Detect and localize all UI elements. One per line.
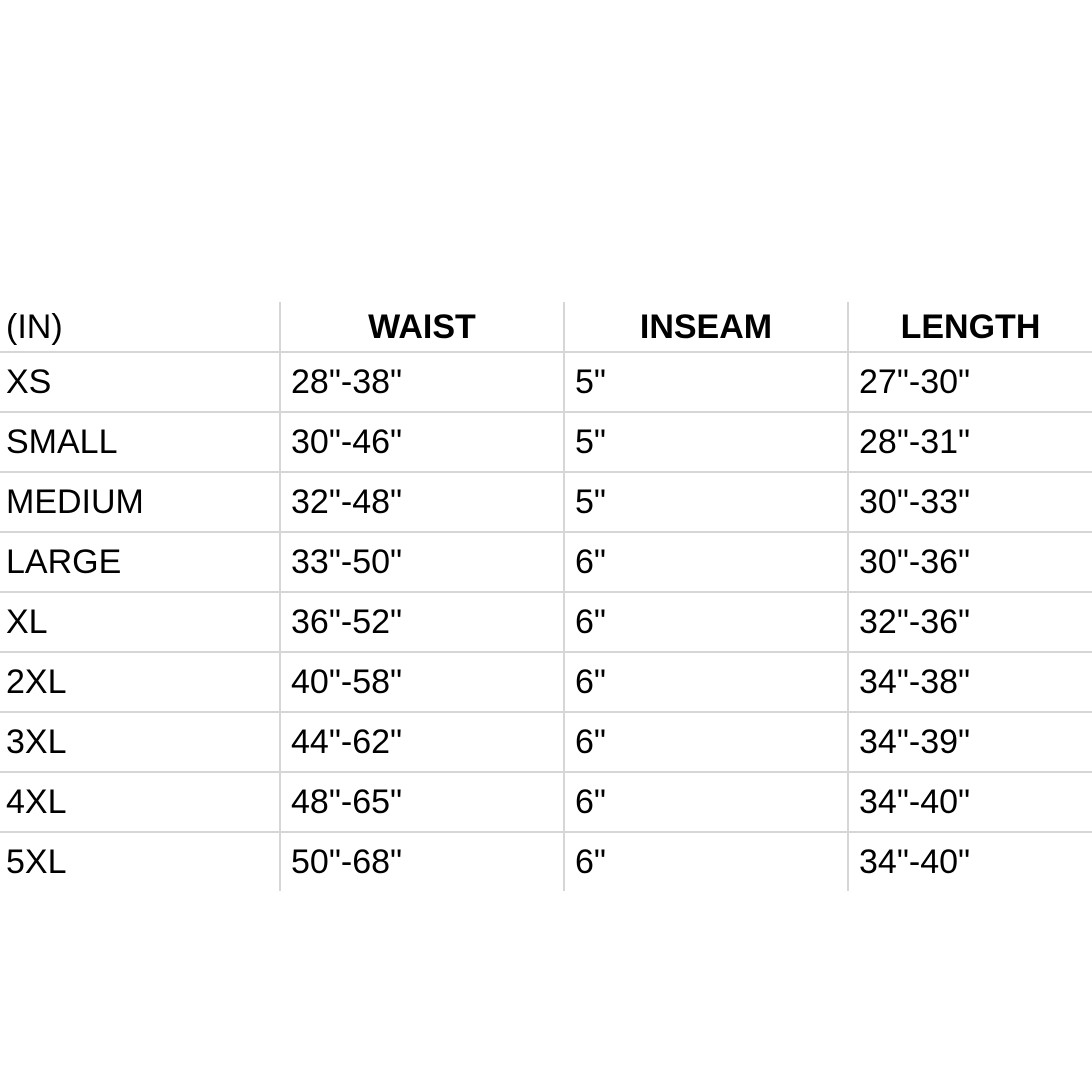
size-cell: SMALL [0, 412, 280, 472]
waist-cell: 28"-38" [280, 352, 564, 412]
inseam-cell: 6" [564, 592, 848, 652]
table-row [0, 592, 1092, 652]
size-cell: 4XL [0, 772, 280, 832]
inseam-cell: 5" [564, 352, 848, 412]
header-row [0, 302, 1092, 352]
table-row [0, 652, 1092, 712]
inseam-cell: 5" [564, 472, 848, 532]
size-cell: LARGE [0, 532, 280, 592]
unit-label: (IN) [0, 302, 280, 352]
length-cell: 34"-38" [848, 652, 1092, 712]
waist-cell: 48"-65" [280, 772, 564, 832]
length-cell: 34"-40" [859, 843, 971, 881]
size-cell: XS [0, 352, 280, 412]
inseam-cell: 5" [564, 412, 848, 472]
waist-cell: 40"-58" [280, 652, 564, 712]
table-row [0, 772, 1092, 832]
inseam-cell: 6" [564, 772, 848, 832]
length-cell: 34"-39" [848, 712, 1092, 772]
waist-cell: 30"-46" [280, 412, 564, 472]
length-cell: 34"-40" [848, 772, 1092, 832]
size-cell: 3XL [0, 712, 280, 772]
size-chart-table [0, 302, 1092, 891]
length-cell: 28"-31" [848, 412, 1092, 472]
inseam-cell: 6" [564, 832, 848, 891]
waist-cell: 50"-68" [280, 832, 564, 891]
column-header-waist: WAIST [280, 302, 564, 352]
size-chart-header [0, 302, 1092, 352]
size-cell: MEDIUM [0, 472, 280, 532]
column-header-length: LENGTH [848, 302, 1092, 352]
size-chart-body [0, 352, 1092, 891]
table-row [0, 712, 1092, 772]
length-cell: 30"-33" [848, 472, 1092, 532]
waist-cell: 32"-48" [280, 472, 564, 532]
table-row [0, 412, 1092, 472]
table-row [0, 832, 1092, 891]
waist-cell: 33"-50" [280, 532, 564, 592]
length-cell: 32"-36" [848, 592, 1092, 652]
inseam-cell: 6" [564, 532, 848, 592]
size-cell: 2XL [0, 652, 280, 712]
size-cell: XL [0, 592, 280, 652]
table-row [0, 352, 1092, 412]
inseam-cell: 6" [564, 712, 848, 772]
waist-cell: 44"-62" [280, 712, 564, 772]
table-row [0, 472, 1092, 532]
waist-cell: 36"-52" [280, 592, 564, 652]
table-row [0, 532, 1092, 592]
inseam-cell: 6" [564, 652, 848, 712]
length-cell: 30"-36" [848, 532, 1092, 592]
length-cell: 27"-30" [848, 352, 1092, 412]
column-header-inseam: INSEAM [564, 302, 848, 352]
size-cell: 5XL [0, 832, 280, 891]
